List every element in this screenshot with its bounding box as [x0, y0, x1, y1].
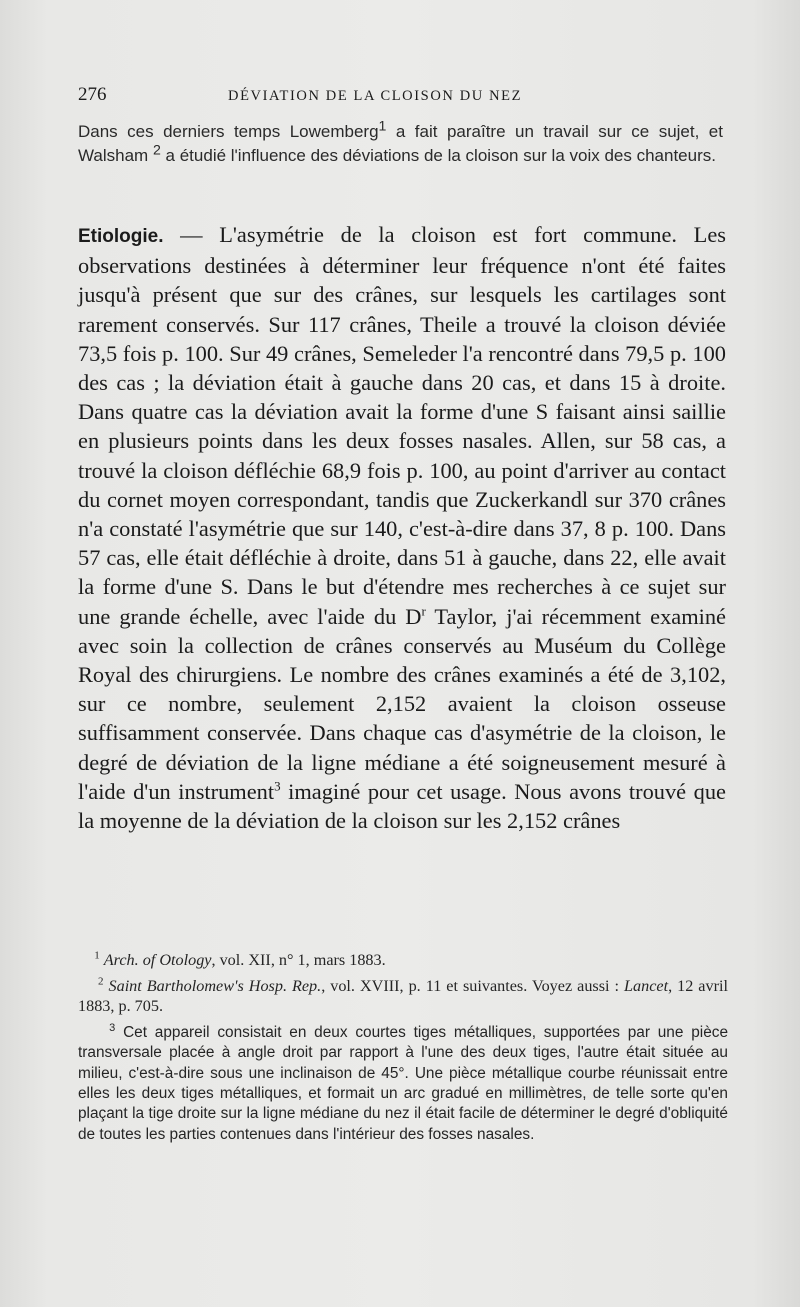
footnote-text: Cet appareil consistait en deux courtes tiges métalliques, supportées par une pièce transversale placée à angle droit par rapport à l'une des deux tiges, l'autre était située au milieu, c'est-à-dire sous une inclinaison de 45°. Une pièce métallique courbe réunissait entre elles les deux tiges métalliques, et formait un arc gradué en millimètres, de telle sorte qu'en plaçant la tige droite sur la ligne médiane du nez il était facile de déterminer le degré d'obliquité de toutes les parties contenues dans l'intérieur des fosses nasales. — [78, 1023, 729, 1143]
footnote-citation-title: Saint Bartholomew's Hosp. Rep. — [108, 976, 322, 995]
page-header — [78, 84, 712, 110]
footnote-ref-1: 1 — [378, 118, 387, 135]
footnote-number: 2 — [98, 975, 104, 988]
etiology-paragraph — [78, 220, 726, 835]
body-text-2: Taylor, j'ai récemment examiné avec soin la collection de crânes conservés au Muséum du Collège Royal des chirurgiens. Le nombre des crânes examinés a été de 3,102, sur ce nombre, seulement 2,152 avaient la cloison osseuse suffisamment conservée. Dans chaque cas d'asymétrie de la cloison, le degré de déviation de la ligne médiane a été soigneusement mesuré à l'aide d'un instrument — [78, 603, 726, 804]
footnote-citation-detail: , vol. XVIII, p. 11 et suivantes. Voyez aussi : — [321, 976, 625, 995]
body-text-1: — L'asymétrie de la cloison est fort commune. Les observations destinées à déterminer leur fréquence n'ont été faites jusqu'à présent que sur des crânes, sur lesquels les cartilages sont rarement conservés. Sur 117 crânes, Theile a trouvé la cloison déviée 73,5 fois p. 100. Sur 49 crânes, Semeleder l'a rencontré dans 79,5 p. 100 des cas ; la déviation était à gauche dans 20 cas, et dans 15 à droite. Dans quatre cas la déviation avait la forme d'une S faisant ainsi saillie en plusieurs points dans les deux fosses nasales. Allen, sur 58 cas, a trouvé la cloison défléchie 68,9 fois p. 100, au point d'arriver au contact du cornet moyen correspondant, tandis que Zuckerkandl sur 370 crânes n'a constaté l'asymétrie que sur 140, c'est-à-dire dans 37, 8 p. 100. Dans 57 cas, elle était défléchie à droite, dans 51 à gauche, dans 22, elle avait la forme d'une S. Dans le but d'étendre mes recherches à ce sujet sur une grande échelle, avec l'aide du D — [78, 222, 726, 629]
intro-text-3: a étudié l'influence des déviations de la cloison sur la voix des chanteurs. — [160, 146, 716, 165]
footnote-citation-detail: , vol. XII, n° 1, mars 1883. — [211, 951, 386, 969]
body-text-3: imaginé pour cet usage. Nous avons trouvé que la moyenne de la déviation de la cloison sur les 2,152 crânes — [78, 778, 726, 834]
intro-text-2: a fait paraître un travail sur ce sujet, et Walsham — [78, 122, 723, 165]
footnote-number: 1 — [94, 949, 100, 962]
footnote-2 — [78, 976, 728, 1017]
intro-paragraph — [78, 120, 723, 168]
footnotes — [78, 950, 728, 1150]
footnote-citation-detail-2: , 12 avril 1883, p. 705. — [78, 976, 728, 1016]
footnote-citation-title: Arch. of Otology — [103, 951, 212, 969]
doctor-superscript: r — [421, 603, 426, 619]
intro-text-1: Dans ces derniers temps Lowemberg — [78, 122, 379, 141]
footnote-1 — [78, 950, 728, 971]
running-title: DÉVIATION DE LA CLOISON DU NEZ — [228, 88, 523, 104]
footnote-ref-3: 3 — [274, 778, 281, 794]
section-heading: Etiologie. — [78, 226, 164, 247]
footnote-3 — [78, 1023, 728, 1145]
page-number: 276 — [78, 84, 107, 105]
footnote-citation-title-2: Lancet — [624, 976, 669, 995]
footnote-ref-2: 2 — [152, 142, 161, 159]
footnote-number: 3 — [109, 1021, 116, 1034]
